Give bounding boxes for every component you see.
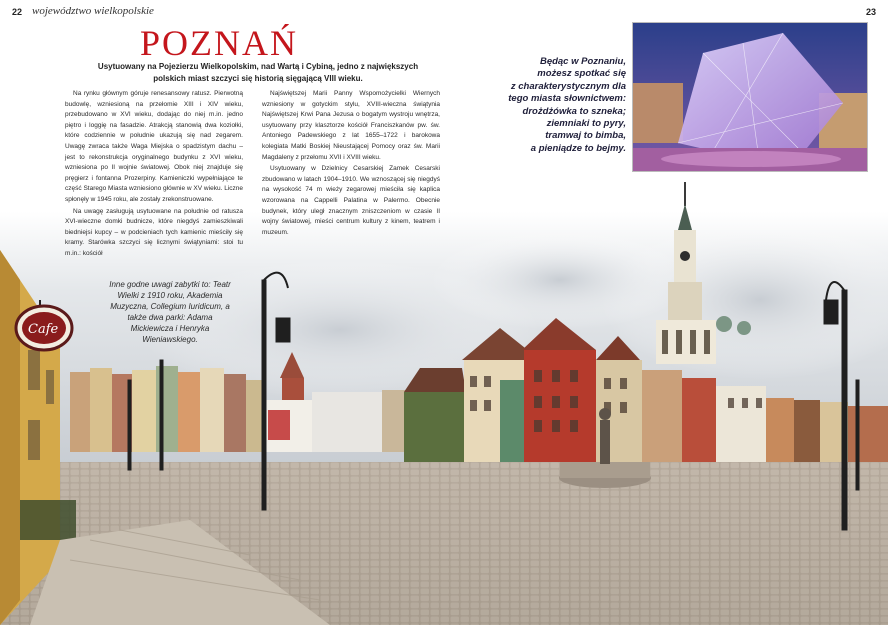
text-column-2 bbox=[262, 89, 440, 239]
callout-line: drożdżówka to szneka; bbox=[522, 105, 626, 117]
region-label: województwo wielkopolskie bbox=[32, 5, 154, 17]
callout-line: tramwaj to bimba, bbox=[545, 130, 626, 142]
callout-line: tego miasta słownictwem: bbox=[508, 93, 626, 105]
paragraph: Usytuowany w Dzielnicy Cesarskiej Zamek Cesarski zbudowano w latach 1904–1910. We wznoszącej się niegdyś na wysokość 74 m wieży zegarowej mieściła się kaplica wzorowana na Cappelli Palatina w Palermo. Obecnie budynek, który uległ znacznym zniszczeniom w czasie II wojny światowej, mieści centrum kultury z kinem, teatrem i muzeum. bbox=[262, 165, 440, 236]
callout-line: Będąc w Poznaniu, bbox=[539, 56, 626, 67]
page-number-left: 22 bbox=[12, 7, 23, 17]
inset-photo bbox=[632, 22, 868, 172]
paragraph: Najświętszej Marii Panny Wspomożycielki Wiernych wzniesiony w gotyckim stylu, XVIII-wieczna świątynia Najświętszej Krwi Pana Jezusa o bogatym wystroju wnętrza, usytuowany przy klasztorze kościół Franciszkanów pw. św. Antoniego Padewskiego z lat 1655–1722 i barokowa kolegiata Matki Boskiej Nieustającej Pomocy oraz św. Marii Magdaleny z przełomu XVII i XVIII wieku. bbox=[262, 90, 440, 161]
glass-pyramid-illustration bbox=[633, 23, 868, 172]
callout-line: ziemniaki to pyry, bbox=[546, 118, 626, 130]
article-lead: Usytuowany na Pojezierzu Wielkopolskim, nad Wartą i Cybiną, jedno z największych polskich miast szczyci się historią sięgającą VIII wieku. bbox=[97, 62, 419, 83]
cafe-sign-label: Cafe bbox=[28, 322, 59, 337]
article-title: POZNAŃ bbox=[140, 23, 299, 63]
dialect-callout bbox=[478, 56, 626, 155]
text-column-1 bbox=[65, 89, 243, 261]
paragraph: Na uwagę zasługują usytuowane na południe od ratusza XVI-wieczne domki budnicze, które niegdyś zamieszkiwali biedniejsi kupcy – w podcieniach tych kamienic mieściły się kramy. Starówka szczyci się licznymi świątyniami: stoi tu m.in.: kościół bbox=[65, 207, 243, 257]
page-number-right: 23 bbox=[865, 7, 876, 17]
callout-line: a pieniądze to bejmy. bbox=[530, 142, 626, 154]
callout-line: możesz spotkać się bbox=[537, 68, 626, 80]
paragraph: Na rynku głównym góruje renesansowy ratusz. Pierwotną budowlę, wzniesioną na przełomie XIII i XIV wieku, przebudowano w XVI wieku, dodając do niej m.in. jedno piętro i loggię na fasadzie. Atrakcją stanowią dwa koziołki, które codziennie w południe ukazują się nad zegarem. Uwagę zwraca także Waga Miejska o spadzistym dachu – jest to rekonstrukcja oryginalnego budynku z XVI wieku, wzniesiona po II wojnie światowej. Obok niej znajduje się pręgierz i fontanna Prozerpiny. Kamieniczki wypełniające te część Starego Miasta wzniesiono głównie w XV wieku. Liczne spłonęły w 1945 roku, ale zostały zrekonstruowane. bbox=[65, 90, 243, 203]
callout-line: z charakterystycznym dla bbox=[510, 80, 626, 92]
monuments-infobox: Inne godne uwagi zabytki to: Teatr Wielki z 1910 roku, Akademia Muzyczna, Collegium Iuridicum, a także dwa parki: Adama Mickiewicza i Henryka Wieniawskiego. bbox=[109, 280, 231, 344]
